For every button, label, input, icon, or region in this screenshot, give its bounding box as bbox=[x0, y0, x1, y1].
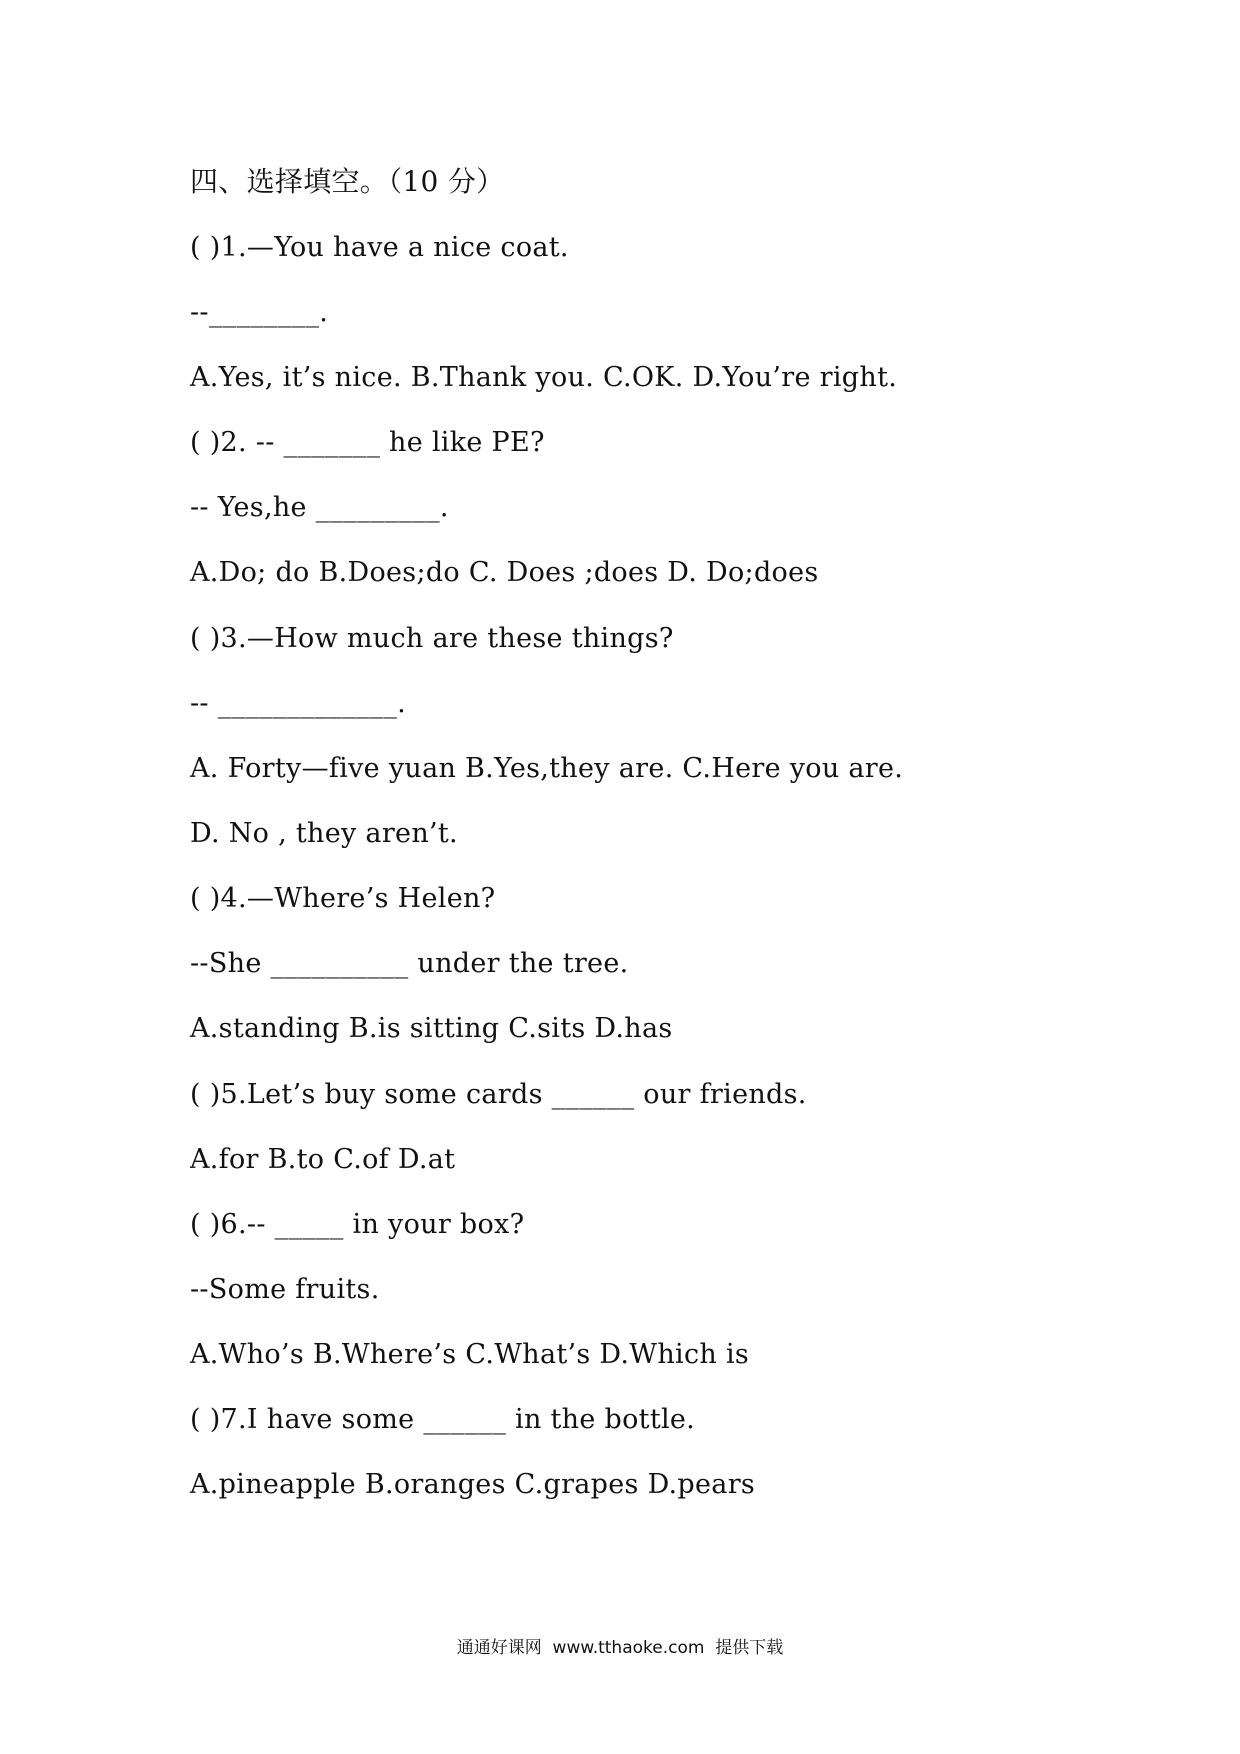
question-6-options: A.Who’s B.Where’s C.What’s D.Which is bbox=[190, 1339, 750, 1370]
question-7-options: A.pineapple B.oranges C.grapes D.pears bbox=[190, 1469, 756, 1500]
question-6-response: --Some fruits. bbox=[190, 1274, 380, 1305]
question-3-response: -- _____________. bbox=[190, 688, 407, 719]
page-footer: 通通好课网 www.tthaoke.com 提供下载 bbox=[456, 1638, 784, 1658]
question-2-response: -- Yes,he _________. bbox=[190, 492, 449, 523]
question-2-options: A.Do; do B.Does;do C. Does ;does D. Do;does bbox=[190, 557, 819, 588]
question-5-prompt: ( )5.Let’s buy some cards ______ our friends. bbox=[190, 1079, 807, 1110]
question-3-options: A. Forty—five yuan B.Yes,they are. C.Here you are. bbox=[190, 753, 904, 784]
question-1-options: A.Yes, it’s nice. B.Thank you. C.OK. D.You’re right. bbox=[190, 362, 898, 393]
question-7-prompt: ( )7.I have some ______ in the bottle. bbox=[190, 1404, 696, 1435]
question-3-options-cont: D. No , they aren’t. bbox=[190, 818, 458, 849]
question-2-prompt: ( )2. -- _______ he like PE? bbox=[190, 427, 545, 458]
section-title: 四、选择填空。（10 分） bbox=[190, 165, 505, 198]
question-4-prompt: ( )4.—Where’s Helen? bbox=[190, 883, 496, 914]
question-4-options: A.standing B.is sitting C.sits D.has bbox=[190, 1013, 673, 1044]
question-4-response: --She __________ under the tree. bbox=[190, 948, 629, 979]
question-1-response: --________. bbox=[190, 297, 329, 328]
question-1-prompt: ( )1.—You have a nice coat. bbox=[190, 232, 569, 263]
question-5-options: A.for B.to C.of D.at bbox=[190, 1144, 456, 1175]
question-6-prompt: ( )6.-- _____ in your box? bbox=[190, 1209, 525, 1240]
question-3-prompt: ( )3.—How much are these things? bbox=[190, 623, 674, 654]
